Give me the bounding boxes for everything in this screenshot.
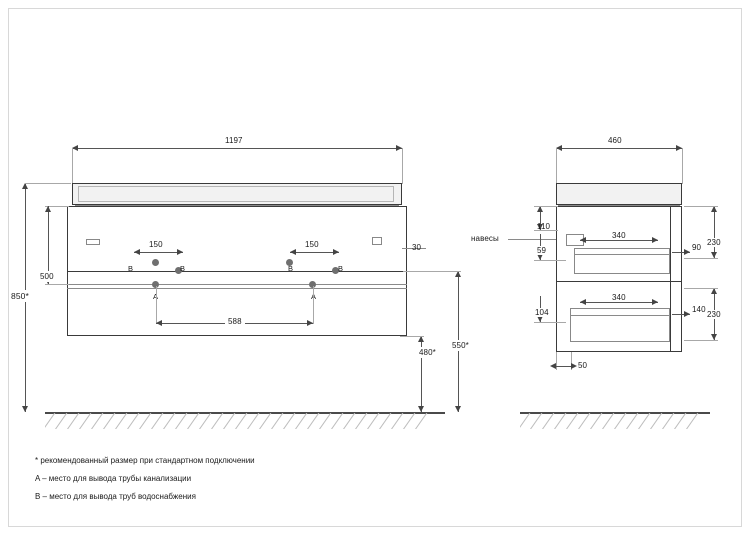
dim-height-total-label: 850*: [11, 291, 29, 301]
dim-drawer-top-height-label: 230: [707, 238, 721, 247]
ext-line-500-bottom: [45, 284, 69, 285]
legend-line-1: * рекомендованный размер при стандартном подключении: [35, 456, 255, 465]
leader-hangers: [508, 239, 556, 240]
dim-arrow-spacing-left-a: [134, 249, 140, 255]
dim-line-drawer-top-height: [714, 206, 715, 258]
dim-depth-total-label: 460: [608, 136, 622, 145]
legend-line-2: A – место для вывода трубы канализации: [35, 474, 192, 483]
dim-arrow-50-left: [550, 363, 556, 369]
dim-line-drawer-bottom-width: [580, 302, 658, 303]
ext-line-59: [534, 260, 566, 261]
dim-arrow-340l-left: [580, 299, 586, 305]
dim-arrow-center-left: [156, 320, 162, 326]
handle-left: [86, 239, 100, 245]
dim-arrow-550-down: [455, 406, 461, 412]
dim-width-total-label: 1197: [225, 136, 243, 145]
side-drawer-upper: [574, 248, 670, 274]
ext-line-230u-bottom: [684, 258, 718, 259]
dim-spacing-left-label: 150: [149, 240, 163, 249]
dim-drawer-top-width-label: 340: [612, 231, 626, 240]
ext-line-104: [534, 322, 566, 323]
side-drawer-divider: [556, 281, 682, 282]
dim-arrow-340u-right: [652, 237, 658, 243]
side-rail-upper: [670, 206, 671, 281]
drawer-divider-1: [67, 271, 407, 272]
ext-line-a-left: [156, 286, 157, 324]
dim-drawer-top-right-label: 90: [692, 243, 702, 252]
marker-a-left: A: [153, 292, 159, 301]
ext-line-depth-right: [682, 148, 683, 184]
label-hangers: навесы: [471, 234, 499, 243]
dim-drawer-bottom-right-label: 140: [692, 305, 706, 314]
dim-drawer-top-offset-label: 59: [537, 246, 547, 255]
dim-top-offset-label: 110: [537, 222, 551, 231]
ext-line-left: [72, 148, 73, 184]
floor-hatch-left: [45, 413, 445, 429]
dim-arrow-140-right: [684, 311, 690, 317]
ext-line-850-top: [25, 183, 71, 184]
ext-line-right: [402, 148, 403, 184]
dim-depth-offset-label: 30: [412, 243, 422, 252]
dim-arrow-spacing-left-b: [177, 249, 183, 255]
dim-right-label: 550*: [452, 341, 469, 350]
side-drawer-upper-line: [574, 254, 670, 255]
dim-bottom-height-label: 480*: [419, 348, 436, 357]
drawer-divider-3: [67, 288, 407, 289]
marker-b-left-1: B: [128, 264, 134, 273]
dim-arrow-340u-left: [580, 237, 586, 243]
dim-foot-offset-label: 50: [578, 361, 588, 370]
ext-line-230l-bottom: [684, 340, 718, 341]
marker-b-right-2: B: [338, 264, 344, 273]
ext-line-480: [400, 336, 424, 337]
handle-right: [372, 237, 382, 245]
marker-a-right: A: [311, 292, 317, 301]
dim-line-spacing-left: [134, 252, 183, 253]
dim-arrow-90-right: [684, 249, 690, 255]
ext-line-depth-left: [556, 148, 557, 184]
dim-drawer-bottom-offset-label: 104: [535, 308, 549, 317]
ext-line-50-left: [556, 352, 557, 370]
dim-arrow-50-right: [571, 363, 577, 369]
dim-arrow-850-down: [22, 406, 28, 412]
dim-spacing-right-label: 150: [305, 240, 319, 249]
ext-line-230l-top: [684, 288, 718, 289]
countertop-side: [556, 183, 682, 205]
ext-line-110-top: [534, 206, 558, 207]
dim-arrow-500-up: [45, 206, 51, 212]
point-b-left-1: [152, 259, 159, 266]
marker-b-right-1: B: [288, 264, 294, 273]
dim-arrow-340l-right: [652, 299, 658, 305]
marker-b-left-2: B: [180, 264, 186, 273]
dim-line-spacing-right: [290, 252, 339, 253]
sink-basin: [78, 186, 394, 202]
dim-arrow-spacing-right-b: [333, 249, 339, 255]
side-drawer-lower: [570, 308, 670, 342]
legend-line-3: B – место для вывода труб водоснабжения: [35, 492, 196, 501]
dim-height-body-label: 500: [40, 272, 54, 281]
dim-line-width-total: [72, 148, 402, 149]
dim-arrow-center-right: [307, 320, 313, 326]
ext-line-a-right: [311, 286, 317, 324]
dim-line-foot-offset: [556, 366, 571, 367]
dim-drawer-bottom-width-label: 340: [612, 293, 626, 302]
side-rail-lower: [670, 281, 671, 352]
ext-line-550: [403, 271, 461, 272]
side-drawer-lower-line: [570, 315, 670, 316]
drawer-divider-2: [67, 284, 407, 285]
dim-drawer-bottom-height-label: 230: [707, 310, 721, 319]
dim-arrow-spacing-right-a: [290, 249, 296, 255]
dim-line-drawer-top-width: [580, 240, 658, 241]
dim-center-span-label: 588: [225, 317, 245, 326]
floor-hatch-right: [520, 413, 710, 429]
dim-line-depth-total: [556, 148, 682, 149]
ext-line-230u-top: [684, 206, 718, 207]
